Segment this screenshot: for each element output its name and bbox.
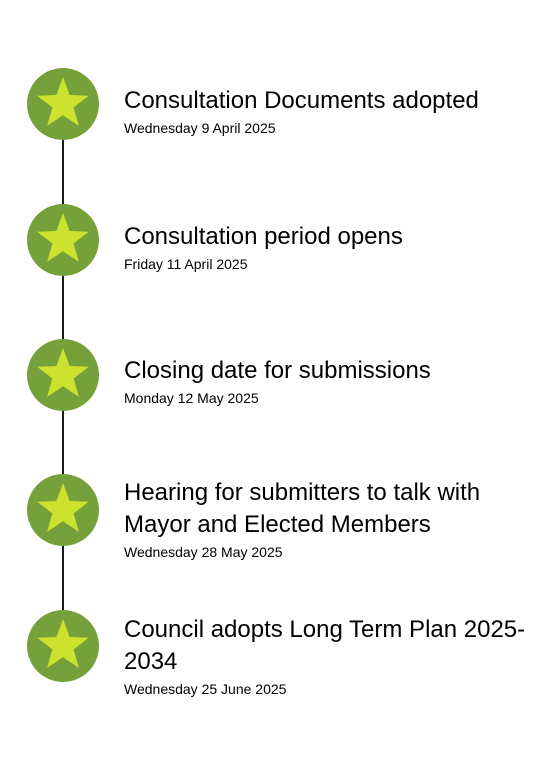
milestone-1-star-icon [27, 68, 99, 140]
milestone-3-title: Closing date for submissions [124, 357, 431, 384]
milestone-5-date: Wednesday 25 June 2025 [124, 681, 287, 697]
milestone-5-star-icon [27, 610, 99, 682]
milestone-4 [124, 477, 534, 561]
milestone-5 [124, 614, 534, 698]
milestone-3 [124, 355, 534, 407]
milestone-4-title: Hearing for submitters to talk with Mayor and Elected Members [124, 479, 481, 538]
milestone-3-date: Monday 12 May 2025 [124, 390, 259, 406]
milestone-2-star-icon [27, 204, 99, 276]
milestone-2-date: Friday 11 April 2025 [124, 256, 248, 272]
milestone-1-date: Wednesday 9 April 2025 [124, 120, 276, 136]
milestone-4-star-icon [27, 474, 99, 546]
milestone-1 [124, 85, 534, 137]
milestone-5-title: Council adopts Long Term Plan 2025-2034 [124, 616, 526, 675]
milestone-2-title: Consultation period opens [124, 223, 403, 250]
milestone-2 [124, 221, 534, 273]
milestone-4-date: Wednesday 28 May 2025 [124, 544, 283, 560]
milestone-3-star-icon [27, 339, 99, 411]
milestone-1-title: Consultation Documents adopted [124, 87, 479, 114]
